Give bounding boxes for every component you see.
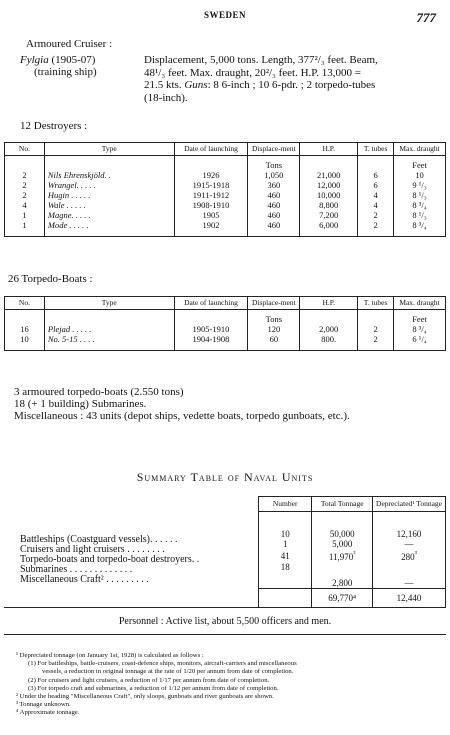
destroyers-table bbox=[4, 142, 446, 237]
col-total-tonnage: Total Tonnage bbox=[312, 497, 373, 512]
table-row: 2,800 — bbox=[259, 572, 446, 589]
other-units bbox=[14, 386, 350, 422]
footnote-1-item-3: (3) For torpedo craft and submarines, a reduction of 1/12 per annum from date of completion. bbox=[28, 684, 279, 692]
table-row: 1 Mode . . . . . 1902 460 6,000 2 8 ³/₄ bbox=[5, 220, 446, 237]
cruiser-desc-line-1: Displacement, 5,000 tons. Length, 377²/₃ feet. Beam, bbox=[144, 54, 378, 66]
cruiser-name-line bbox=[20, 54, 95, 66]
summary-label-5: Miscellaneous Craft² . . . . . . . . . bbox=[20, 574, 149, 585]
col-number: Number bbox=[259, 497, 312, 512]
footnote-1-item-1: (1) For battleships, battle-cruisers, coast-defence ships, monitors, aircraft-carriers and miscellaneous bbox=[28, 660, 297, 668]
table-row: 4 Wale . . . . . 1908-1910 460 8,800 4 8 ³/₄ bbox=[5, 200, 446, 210]
summary-labels bbox=[20, 535, 199, 585]
summary-table bbox=[258, 496, 446, 607]
col-no: No. bbox=[5, 143, 45, 156]
table-row: 16 Plejad . . . . . 1905-1910 120 2,000 2 8 ³/₄ bbox=[5, 324, 446, 334]
footnote-1-item-2: (2) For cruisers and light cruisers, a reduction of 1/17 per annum from date of completion. bbox=[28, 676, 270, 684]
cruiser-role: (training ship) bbox=[34, 66, 97, 78]
cruiser-years: (1905-07) bbox=[48, 54, 96, 66]
summary-label-2: Cruisers and light cruisers . . . . . . . . bbox=[20, 544, 165, 555]
table-row: 2 Hugin . . . . . 1911-1912 460 10,000 4 8 ¹/₃ bbox=[5, 190, 446, 200]
col-date: Date of launching bbox=[174, 143, 248, 156]
col-depreciated-tonnage: Depreciated¹ Tonnage bbox=[373, 497, 446, 512]
footnote-1-item-1-cont: vessels, a reduction in original tonnage at the rate of 1/20 per annum from date of completion. bbox=[42, 668, 294, 676]
table-row: 10 50,000 12,160 bbox=[259, 529, 446, 539]
table-row: 41 $11,970^{^3}$ $280^{^3}$ bbox=[259, 549, 446, 562]
footnote-2: ² Under the heading "Miscellaneous Craft", only sloops, gunboats and river gunboats are shown. bbox=[16, 693, 274, 701]
other-line-2: 18 (+ 1 building) Submarines. bbox=[14, 398, 147, 410]
summary-bottom-rule bbox=[4, 634, 446, 635]
table-row: 18 bbox=[259, 562, 446, 572]
table-row: 2 Nils Ehrenskjöld. . 1926 1,050 21,000 6 10 bbox=[5, 170, 446, 180]
other-line-3: Miscellaneous : 43 units (depot ships, vedette boats, torpedo gunboats, etc.). bbox=[14, 410, 350, 422]
summary-divider bbox=[4, 607, 446, 608]
other-line-1: 3 armoured torpedo-boats (2.550 tons) bbox=[14, 386, 184, 398]
cruiser-description bbox=[144, 54, 444, 104]
torpedo-boats-table bbox=[4, 296, 446, 351]
col-hp: H.P. bbox=[300, 143, 358, 156]
summary-label-1: Battleships (Coastguard vessels). . . . . . bbox=[20, 534, 178, 545]
footnotes bbox=[16, 652, 446, 718]
cruiser-desc-line-3: 21.5 kts. Guns: 8 6-inch ; 10 6-pdr. ; 2 torpedo-tubes bbox=[144, 79, 376, 91]
footnote-4: ⁴ Approximate tonnage. bbox=[16, 709, 80, 717]
table-row: 1 5,000 — bbox=[259, 539, 446, 549]
table-row: 10 No. 5-15 . . . . 1904-1908 60 800. 2 6 ¹/₄ bbox=[5, 334, 446, 351]
summary-label-4: Submarines . . . . . . . . . . . . . bbox=[20, 564, 133, 575]
summary-header-row bbox=[259, 497, 446, 512]
page-header-title: SWEDEN bbox=[203, 10, 246, 20]
cruiser-name: Fylgia bbox=[20, 54, 49, 66]
footnote-3: ³ Tonnage unknown. bbox=[16, 701, 71, 709]
page-number: 777 bbox=[416, 10, 436, 25]
torpedo-units-row: Tons Feet bbox=[5, 310, 446, 325]
torpedo-boats-heading: 26 Torpedo-Boats : bbox=[8, 273, 93, 285]
table-row: 2 Wrangel. . . . . 1915-1918 360 12,000 6 9 ¹/₃ bbox=[5, 180, 446, 190]
footnote-1: ¹ Depreciated tonnage (on January 1st, 1928) is calculated as follows : bbox=[16, 652, 204, 659]
summary-title: Summary Table of Naval Units bbox=[136, 470, 314, 484]
summary-label-3: Torpedo-boats and torpedo-boat destroyers. . bbox=[20, 554, 200, 565]
col-tubes: T. tubes bbox=[358, 143, 394, 156]
table-row: 1 Magne. . . . . 1905 460 7,200 2 8 ¹/₃ bbox=[5, 210, 446, 220]
destroyers-units-row: Tons Feet bbox=[5, 156, 446, 171]
armoured-cruiser-heading: Armoured Cruiser : bbox=[26, 38, 113, 50]
col-type: Type bbox=[44, 143, 174, 156]
destroyers-header-row bbox=[5, 143, 446, 156]
personnel-line: Personnel : Active list, about 5,500 officers and men. bbox=[118, 616, 332, 627]
col-draught: Max. draught bbox=[394, 143, 446, 156]
col-displacement: Displace-ment bbox=[248, 143, 300, 156]
cruiser-desc-line-2: 48¹/₃ feet. Max. draught, 20²/₃ feet. H.P. 13,000 = bbox=[144, 66, 361, 79]
torpedo-header-row: No. Type Date of launching Displace-ment H.P. T. tubes Max. draught bbox=[5, 297, 446, 310]
summary-totals-row: 69,770⁴ 12,440 bbox=[259, 589, 446, 608]
destroyers-heading: 12 Destroyers : bbox=[20, 120, 88, 132]
cruiser-desc-line-4: (18-inch). bbox=[144, 91, 188, 104]
